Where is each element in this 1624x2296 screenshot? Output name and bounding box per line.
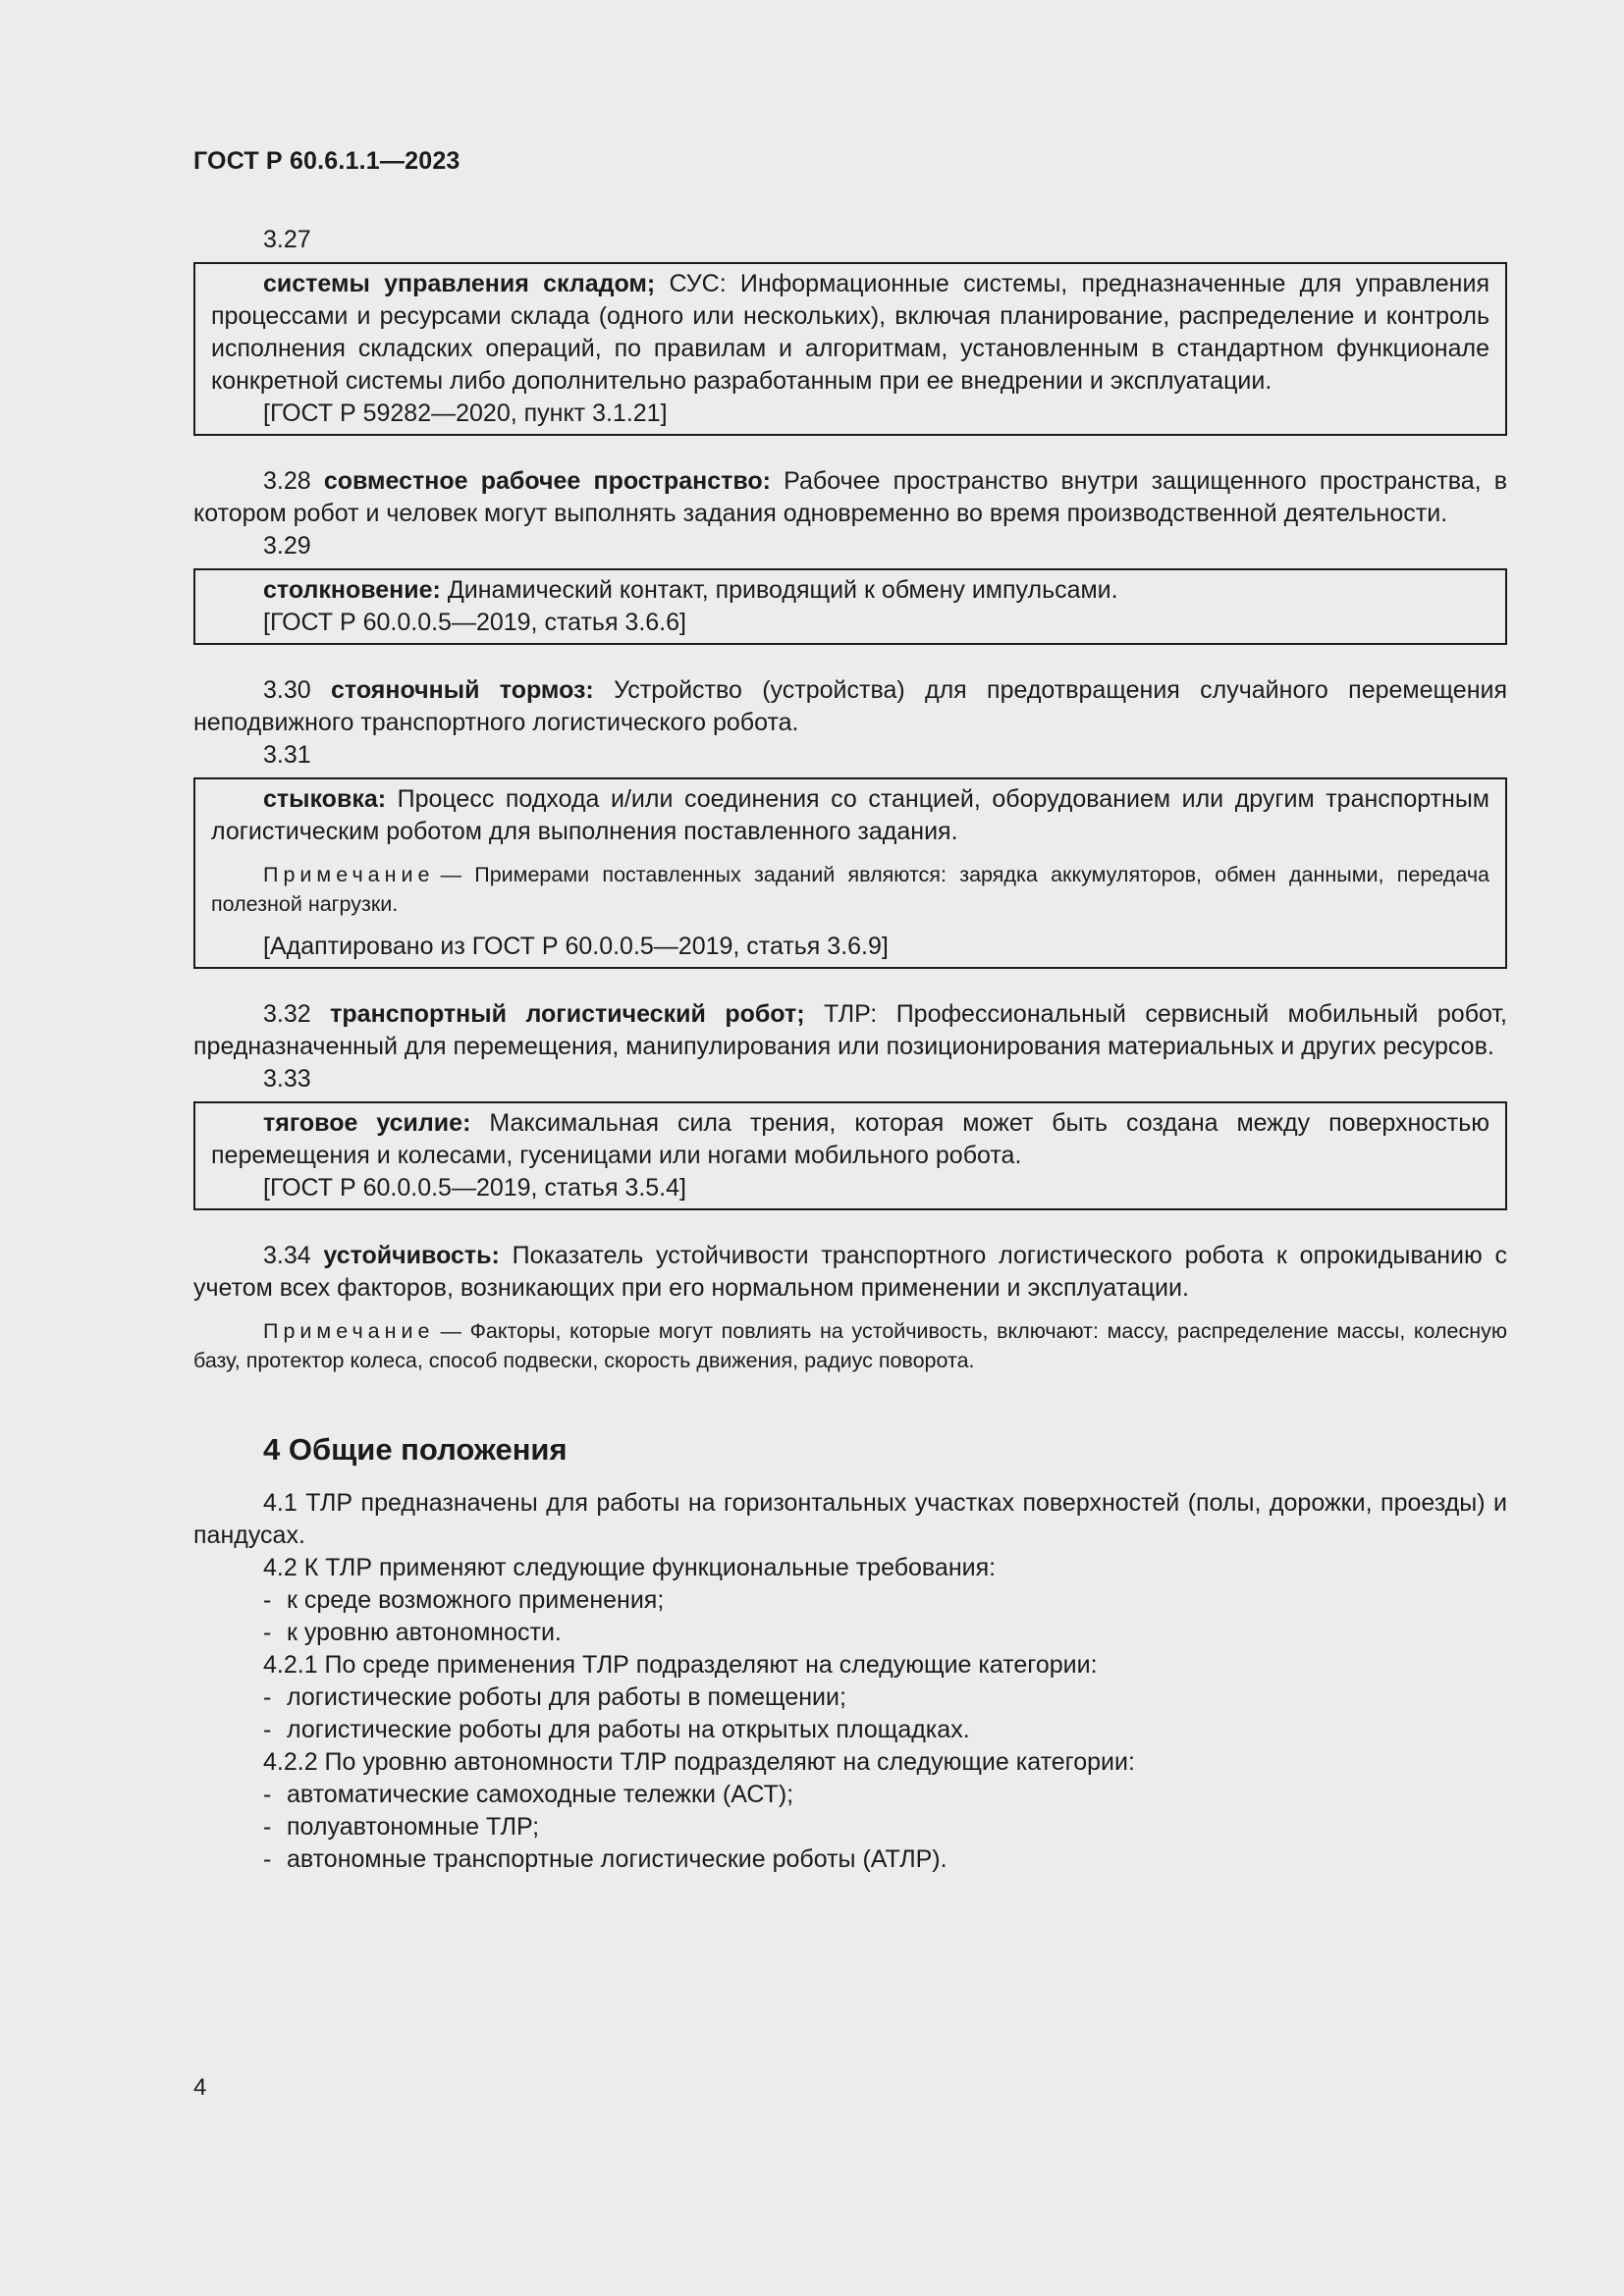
list-item-text: логистические роботы для работы на открытых площадках. bbox=[287, 1716, 970, 1743]
list-item bbox=[193, 1811, 1507, 1843]
dash-bullet: - bbox=[263, 1781, 272, 1808]
term-text: Процесс подхода и/или соединения со станцией, оборудованием или другим транспортным логистическим роботом для выполнения поставленного задания. bbox=[211, 785, 1489, 845]
page-number: 4 bbox=[193, 2074, 207, 2101]
term-definition-3-32 bbox=[193, 998, 1507, 1063]
term-name: тяговое усилие: bbox=[263, 1109, 471, 1137]
term-name: системы управления складом; bbox=[263, 270, 656, 297]
term-text: СУС: Информационные системы, предназначенные для управления процессами и ресурсами склада (одного или нескольких), включая планирование, распределение и контроль исполнения складских операций, по правилам и алгоритмам, установленным в стандартном функционале конкретной системы либо дополнительно разработанным при ее внедрении и эксплуатации. bbox=[211, 270, 1489, 395]
clause-4-2: 4.2 К ТЛР применяют следующие функциональные требования: bbox=[263, 1554, 997, 1581]
term-number-3-31: 3.31 bbox=[263, 741, 311, 769]
term-definition-3-29 bbox=[211, 574, 1489, 607]
term-definition-3-31 bbox=[211, 783, 1489, 848]
term-number: 3.32 bbox=[263, 1000, 311, 1028]
term-definition-3-28 bbox=[193, 465, 1507, 530]
term-definition-3-34 bbox=[193, 1240, 1507, 1305]
list-item bbox=[193, 1779, 1507, 1811]
dash-bullet: - bbox=[263, 1716, 272, 1743]
term-text: Показатель устойчивости транспортного логистического робота к опрокидыванию с учетом всех факторов, возникающих при его нормальном применении и эксплуатации. bbox=[193, 1242, 1507, 1302]
list-item bbox=[193, 1843, 1507, 1876]
term-number-3-33: 3.33 bbox=[263, 1065, 311, 1093]
term-number: 3.30 bbox=[263, 676, 311, 704]
term-definition-3-27 bbox=[211, 268, 1489, 398]
list-item bbox=[193, 1617, 1507, 1649]
term-definition-3-30 bbox=[193, 674, 1507, 739]
term-name: стыковка: bbox=[263, 785, 387, 813]
term-reference: [Адаптировано из ГОСТ Р 60.0.0.5—2019, статья 3.6.9] bbox=[263, 933, 889, 960]
term-number: 3.28 bbox=[263, 467, 311, 495]
term-text: Динамический контакт, приводящий к обмену импульсами. bbox=[440, 576, 1118, 604]
term-text: Максимальная сила трения, которая может быть создана между поверхностью перемещения и колесами, гусеницами или ногами мобильного робота. bbox=[211, 1109, 1489, 1169]
clause-4-2-1: 4.2.1 По среде применения ТЛР подразделяют на следующие категории: bbox=[263, 1651, 1098, 1679]
term-note-3-31 bbox=[211, 860, 1489, 919]
note-text: — Примерами поставленных заданий являются: зарядка аккумуляторов, обмен данными, передача полезной нагрузки. bbox=[211, 863, 1489, 916]
term-definition-3-33 bbox=[211, 1107, 1489, 1172]
term-name: совместное рабочее пространство: bbox=[323, 467, 771, 495]
term-reference: [ГОСТ Р 60.0.0.5—2019, статья 3.5.4] bbox=[263, 1174, 686, 1201]
term-name: стояночный тормоз: bbox=[331, 676, 594, 704]
section-4-title: 4 Общие положения bbox=[263, 1432, 568, 1467]
list-item bbox=[193, 1714, 1507, 1746]
term-box-3-29 bbox=[193, 568, 1507, 645]
dash-bullet: - bbox=[263, 1813, 272, 1841]
term-number: 3.34 bbox=[263, 1242, 311, 1269]
term-name: устойчивость: bbox=[323, 1242, 500, 1269]
dash-bullet: - bbox=[263, 1619, 272, 1646]
note-label: Примечание bbox=[263, 863, 435, 886]
clause-4-2-2: 4.2.2 По уровню автономности ТЛР подразделяют на следующие категории: bbox=[263, 1748, 1135, 1776]
list-item-text: логистические роботы для работы в помещении; bbox=[287, 1683, 846, 1711]
dash-bullet: - bbox=[263, 1683, 272, 1711]
term-box-3-27 bbox=[193, 262, 1507, 436]
term-number-3-27: 3.27 bbox=[263, 226, 311, 253]
term-name: транспортный логистический робот; bbox=[330, 1000, 805, 1028]
list-item-text: полуавтономные ТЛР; bbox=[287, 1813, 540, 1841]
note-label: Примечание bbox=[263, 1319, 435, 1343]
note-text: — Факторы, которые могут повлиять на устойчивость, включают: массу, распределение массы, колесную базу, протектор колеса, способ подвески, скорость движения, радиус поворота. bbox=[193, 1319, 1507, 1372]
clause-4-1: 4.1 ТЛР предназначены для работы на горизонтальных участках поверхностей (полы, дорожки, проезды) и пандусах. bbox=[193, 1489, 1507, 1549]
term-number-3-29: 3.29 bbox=[263, 532, 311, 560]
term-reference: [ГОСТ Р 59282—2020, пункт 3.1.21] bbox=[263, 400, 668, 427]
dash-bullet: - bbox=[263, 1845, 272, 1873]
term-text: Рабочее пространство внутри защищенного пространства, в котором робот и человек могут выполнять задания одновременно во время производственной деятельности. bbox=[193, 467, 1508, 527]
term-box-3-33 bbox=[193, 1101, 1507, 1210]
term-box-3-31 bbox=[193, 777, 1507, 969]
list-item bbox=[193, 1584, 1507, 1617]
list-item-text: к среде возможного применения; bbox=[287, 1586, 665, 1614]
list-item-text: к уровню автономности. bbox=[287, 1619, 562, 1646]
term-text: ТЛР: Профессиональный сервисный мобильный робот, предназначенный для перемещения, манипулирования или позиционирования материальных и других ресурсов. bbox=[193, 1000, 1507, 1060]
term-name: столкновение: bbox=[263, 576, 441, 604]
document-header-title: ГОСТ Р 60.6.1.1—2023 bbox=[193, 147, 460, 175]
list-item-text: автоматические самоходные тележки (АСТ); bbox=[287, 1781, 794, 1808]
list-item bbox=[193, 1682, 1507, 1714]
list-item-text: автономные транспортные логистические роботы (АТЛР). bbox=[287, 1845, 947, 1873]
dash-bullet: - bbox=[263, 1586, 272, 1614]
term-text: Устройство (устройства) для предотвращения случайного перемещения неподвижного транспортного логистического робота. bbox=[193, 676, 1507, 736]
term-reference: [ГОСТ Р 60.0.0.5—2019, статья 3.6.6] bbox=[263, 609, 686, 636]
term-note-3-34 bbox=[193, 1316, 1507, 1375]
document-body bbox=[193, 224, 1507, 1876]
